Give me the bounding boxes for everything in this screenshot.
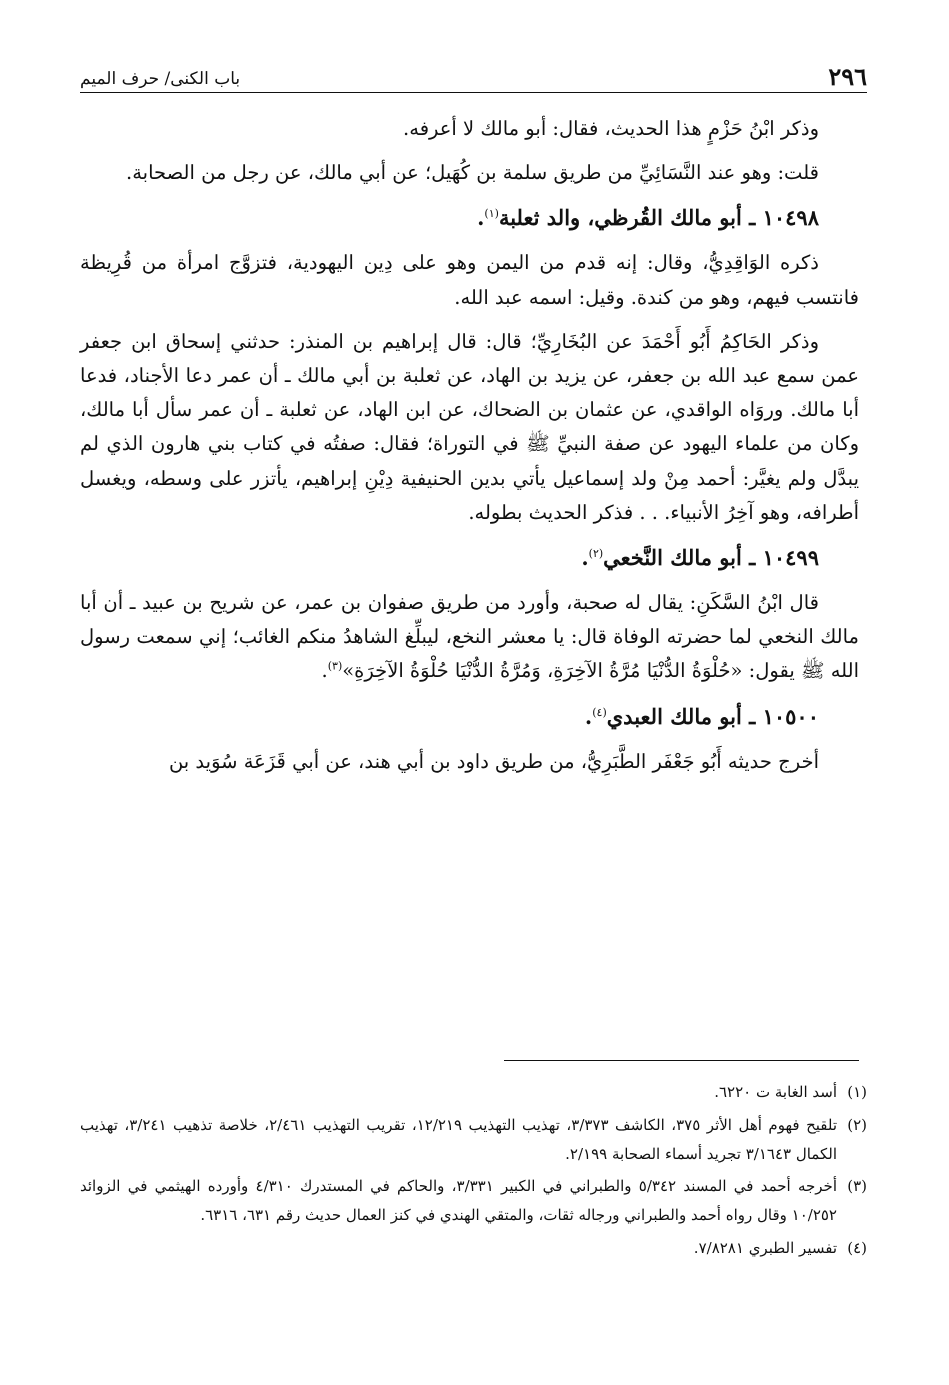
footnote-marker: (٢) [847,1115,867,1134]
entry-heading-text: ١٠٤٩٩ ـ أبو مالك النَّخعي [603,545,819,571]
footnote-text: أسد الغابة ت ٦٢٢٠. [714,1083,837,1101]
footnote-ref: (١) [484,207,499,221]
paragraph: وذكر الحَاكِمُ أَبُو أَحْمَدَ عن البُخَارِيِّ؛ قال: قال إبراهيم بن المنذر: حدثني إسحاق ابن جعفر عمن سمع عبد الله بن جعفر، عن يزيد بن الهاد، عن ثعلبة بن أبي مالك ـ أن عمر دعا الأجناد، فدعا أبا مالك. وروَاه الواقدي، عن عثمان بن الضحاك، عن ابن الهاد، عن ثعلبة ـ أن عمر سأل أبا مالك، وكان من علماء اليهود عن صفة النبيِّ ﷺ في التوراة؛ فقال: صفتُه في كتاب بني هارون الذي لم يبدَّل ولم يغيَّر: أحمد مِنْ ولد إسماعيل يأتي بدين الحنيفية دِيْنِ إبراهيم، يأتزر على وسطه، ويغسل أطرافه، وهو آخِرُ الأنبياء. . . فذكر الحديث بطوله. [80,329,859,524]
heading-end: . [477,205,485,231]
entry-heading [80,540,859,576]
footnote-marker: (١) [847,1083,867,1101]
heading-end: . [581,545,589,571]
paragraph: أخرج حديثه أَبُو جَعْفَر الطَّبَرِيُّ، من طريق داود بن أبي هند، عن أبي قَزَعَة سُوَيد بن [168,749,819,773]
paragraph: ذكره الوَاقِدِيُّ، وقال: إنه قدم من اليمن وهو على دِين اليهودية، فتزوَّج امرأة من قُرِيظة فانتسب فيهم، وهو من كندة. وقيل: اسمه عبد الله. [80,251,859,309]
entry-heading [80,200,859,236]
heading-end: . [584,703,593,729]
paragraph: وذكر ابْنُ حَزْمٍ هذا الحديث، فقال: أبو مالك لا أعرفه. [403,117,819,140]
page-number: ٢٩٦ [828,62,867,91]
main-text [80,112,859,789]
footnote [80,1111,867,1169]
footnote-text: تلقيح فهوم أهل الأثر ٣٧٥، الكاشف ٣/٣٧٣، تهذيب التهذيب ١٢/٢١٩، تقريب التهذيب ٢/٤٦١، خلاصة تذهيب ٣/٢٤١، تهذيب الكمال ٣/١٦٤٣ تجريد أسماء الصحابة ٢/١٩٩. [80,1115,838,1163]
footnote-marker: (٣) [847,1177,867,1196]
entry-heading-text: ١٠٥٠٠ ـ أبو مالك العبدي [606,703,819,729]
footnotes [80,1078,867,1267]
footnote [80,1234,867,1263]
paragraph-end: . [321,659,328,683]
footnote-marker: (٤) [847,1238,867,1257]
footnote [80,1078,867,1107]
paragraph: قلت: وهو عند النَّسَائِيِّ من طريق سلمة بن كُهَيل؛ عن أبي مالك، عن رجل من الصحابة. [126,161,819,185]
page-header [80,58,867,93]
footnote-text: أخرجه أحمد في المسند ٥/٣٤٢ والطبراني في الكبير ٣/٣٣١، والحاكم في المستدرك ٤/٣١٠ وأورده الهيثمي في الزوائد ١٠/٢٥٢ وقال رواه أحمد والطبراني ورجاله ثقات، والمتقي الهندي في كنز العمال حديث رقم ٦٣١، ٦٣١٦. [80,1177,837,1225]
footnote-text: تفسير الطبري ٧/٨٢٨١. [693,1238,837,1257]
footnote-ref: (٣) [327,659,343,673]
entry-heading-text: ١٠٤٩٨ ـ أبو مالك القُرظي، والد ثعلبة [498,205,819,231]
footnote [80,1172,867,1230]
footnote-ref: (٤) [592,705,607,719]
paragraph-text: قال ابْنُ السَّكَنِ: يقال له صحبة، وأورد من طريق صفوان بن عمر، عن شريح بن عبيد ـ أن أبا مالك النخعي لما حضرته الوفاة قال: يا معشر النخع، ليبلِّغ الشاهدُ منكم الغائب؛ إني سمعت رسول الله ﷺ يقول: «حُلْوَةُ الدُّنْيَا مُرَّةُ الآخِرَةِ، وَمُرَّةُ الدُّنْيَا حُلْوَةُ الآخِرَةِ» [80,591,859,683]
footnote-divider [504,1060,859,1061]
paragraph [80,586,859,689]
running-title: باب الكنى/ حرف الميم [80,69,241,89]
footnote-ref: (٢) [588,547,604,561]
entry-heading [80,699,859,735]
